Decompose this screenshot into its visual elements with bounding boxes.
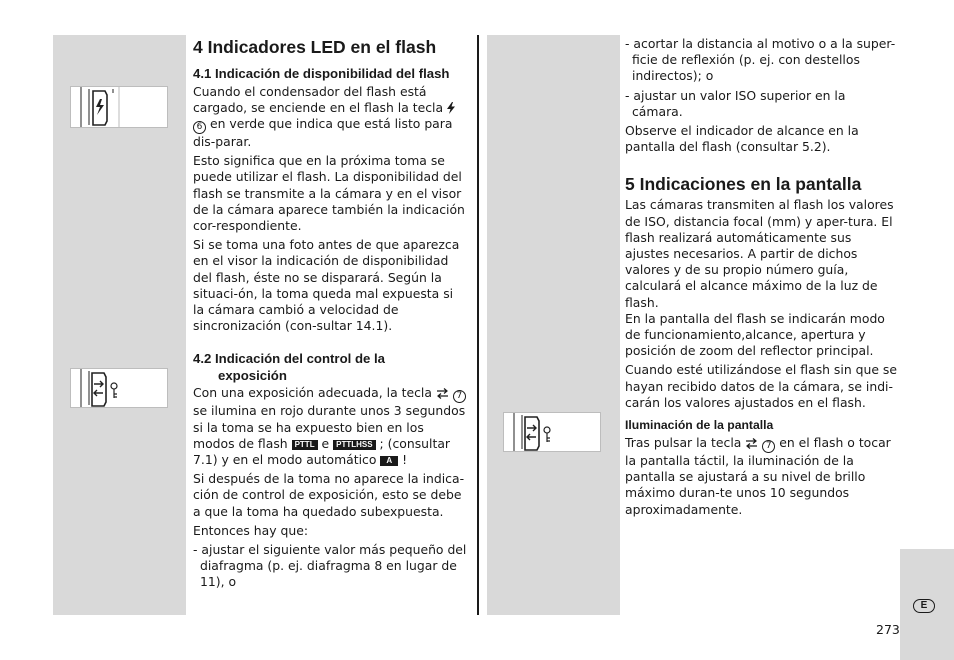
bullet-distance: - acortar la distancia al motivo o a la super-ficie de reflexión (p. ej. con destellos indirectos); o: [625, 36, 896, 84]
section-4-1-paragraph-1: Cuando el condensador del flash está cargado, se enciende en el flash la tecla 6 en verde que indica que está listo para dis-parar.: [193, 84, 468, 151]
bullet-aperture: - ajustar el siguiente valor más pequeño del diafragma (p. ej. diafragma 8 en lugar de 11), o: [193, 541, 467, 590]
flash-ready-thumbnail: [70, 86, 168, 128]
display-light-thumbnail: [503, 412, 601, 452]
exposure-arrows-icon: [527, 425, 536, 440]
exposure-arrows-icon: [745, 438, 758, 449]
page-number: 273: [876, 622, 900, 637]
exposure-control-thumbnail: [70, 368, 168, 408]
flash-device-illustration: [71, 369, 167, 407]
bullet-iso: - ajustar un valor ISO superior en la cámara.: [625, 87, 846, 119]
language-badge: E: [913, 599, 935, 613]
left-text-column: [193, 36, 468, 594]
key-number-badge: 7: [453, 390, 466, 403]
section-4-2-heading: 4.2 Indicación del control de la exposición: [193, 351, 385, 383]
key-number-badge: 7: [762, 440, 775, 453]
column-divider: [477, 35, 479, 615]
section-4-2-paragraph-2: Si después de la toma no aparece la indica-ción de control de exposición, esto se debe a que la toma ha quedado subexpuesta.: [193, 471, 465, 519]
section-5-paragraph-1: Las cámaras transmiten al flash los valores de ISO, distancia focal (mm) y aper-tura. El flash realizará automáticamente sus ajustes necesarios. A partir de dichos valores y de su propio número guía, calculará el alcance máximo de la luz de flash.: [625, 197, 894, 310]
section-4-heading: 4 Indicadores LED en el flash: [193, 37, 437, 57]
section-5-paragraph-3: Cuando esté utilizándose el flash sin que se hayan recibido datos de la cámara, se indi-carán los valores ajustados en el flash.: [625, 362, 897, 410]
range-indicator-note: Observe el indicador de alcance en la pantalla del flash (consultar 5.2).: [625, 123, 859, 155]
flash-bolt-icon: [96, 99, 104, 115]
flash-device-illustration: [504, 413, 600, 451]
middle-margin-panel: [487, 35, 620, 615]
pttl-mode-badge: PTTL: [292, 440, 318, 450]
section-5-heading: 5 Indicaciones en la pantalla: [625, 174, 862, 195]
section-4-1-heading: 4.1 Indicación de disponibilidad del flash: [193, 66, 450, 81]
section-4-2-paragraph-3: Entonces hay que:: [193, 522, 309, 538]
flash-device-illustration: [71, 87, 167, 127]
section-4-2-paragraph-1: Con una exposición adecuada, la tecla 7 se ilumina en rojo durante unos 3 segundos si la toma se ha expuesto bien en los modos de flash PTTL e PTTLHSS ; (consultar 7.1) y en el modo automático A !: [193, 385, 466, 467]
key-icon: [544, 427, 550, 433]
exposure-arrows-icon: [94, 381, 103, 396]
flash-bolt-icon: [447, 102, 455, 114]
key-number-badge: 6: [193, 121, 206, 134]
key-icon: [111, 383, 117, 389]
section-4-1-paragraph-2: Esto significa que en la próxima toma se puede utilizar el flash. La disponibilidad del flash se transmite a la cámara y en el visor de la cámara aparece también la indicación cor-respondiente.: [193, 153, 465, 233]
right-text-column: [625, 36, 899, 521]
section-4-1-paragraph-3: Si se toma una foto antes de que aparezca en el visor la indicación de disponibilidad del flash, éste no se disparará. Según la situaci-ón, la toma queda mal expuesta si la cámara cambió a velocidad de sincronización (con-sultar 14.1).: [193, 237, 460, 334]
display-light-paragraph: Tras pulsar la tecla 7 en el flash o tocar la pantalla táctil, la iluminación de la pantalla se ajustará a su nivel de brillo máximo duran-te unos 10 segundos aproximadamente.: [625, 435, 891, 517]
auto-mode-badge: A: [380, 456, 398, 466]
pttlhss-mode-badge: PTTLHSS: [333, 440, 375, 450]
exposure-arrows-icon: [436, 388, 449, 399]
section-5-paragraph-2: En la pantalla del flash se indicarán modo de funcionamiento,alcance, apertura y posición de zoom del reflector principal.: [625, 310, 885, 359]
display-light-heading: Iluminación de la pantalla: [625, 418, 774, 433]
